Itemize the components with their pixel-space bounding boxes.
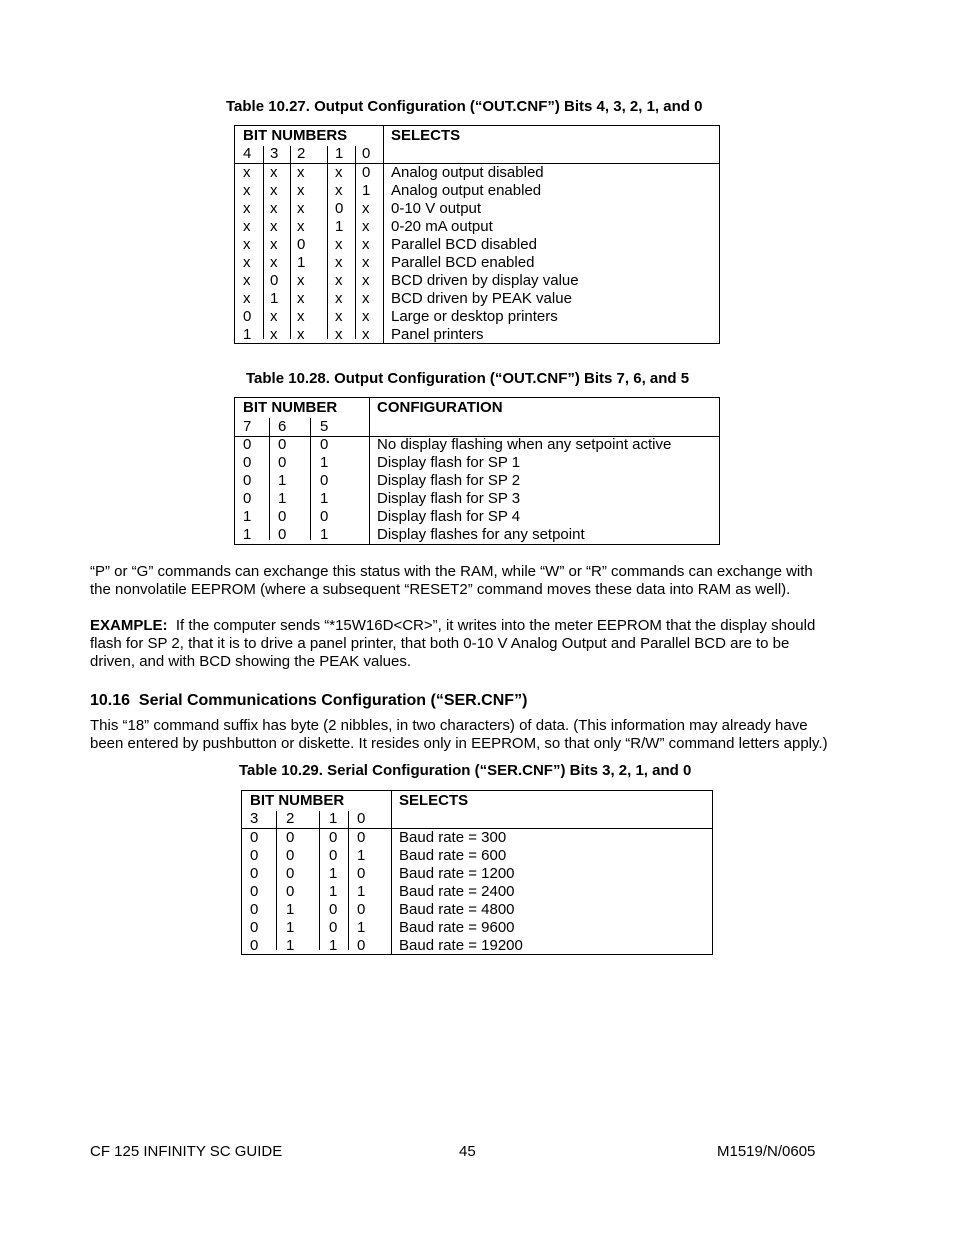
section-heading: 10.16 Serial Communications Configuration (“SER.CNF”) [90, 692, 528, 709]
bit-number-header: BIT NUMBER [250, 792, 345, 809]
table-10-27 [234, 125, 720, 344]
bit-value: 1 [320, 454, 329, 471]
bit-value: 1 [286, 901, 295, 918]
bit-value: x [297, 200, 305, 217]
table-row-description: Analog output disabled [391, 164, 544, 181]
bit-value: 0 [250, 847, 259, 864]
bit-separator [276, 811, 277, 950]
bit-value: 0 [357, 937, 366, 954]
bit-value: 1 [320, 490, 329, 507]
bit-value: 1 [357, 847, 366, 864]
bit-value: x [362, 272, 370, 289]
table-10-29 [241, 790, 713, 955]
column-divider [391, 791, 392, 954]
bit-value: x [243, 200, 251, 217]
bit-value: x [270, 182, 278, 199]
table-row-description: Display flash for SP 4 [377, 508, 521, 525]
table-row-description: No display flashing when any setpoint active [377, 436, 672, 453]
bit-value: 0 [243, 490, 252, 507]
bit-value: 1 [243, 326, 252, 343]
bit-value: 1 [270, 290, 279, 307]
bit-value: x [270, 236, 278, 253]
bit-value: x [335, 164, 343, 181]
bit-value: 0 [243, 472, 252, 489]
bit-value: x [270, 218, 278, 235]
page-number: 45 [459, 1143, 476, 1160]
selects-header: SELECTS [391, 127, 461, 144]
bit-value: x [243, 272, 251, 289]
bit-value: 0 [250, 919, 259, 936]
bit-value: 0 [278, 454, 287, 471]
bit-value: 0 [329, 847, 338, 864]
bit-value: 0 [270, 272, 279, 289]
paragraph-line: If the computer sends “*15W16D<CR>”, it writes into the meter EEPROM that the display should [167, 617, 816, 634]
table-row-description: Display flash for SP 1 [377, 454, 521, 471]
bit-value: 0 [286, 883, 295, 900]
paragraph-line: flash for SP 2, that it is to drive a panel printer, that both 0-10 V Analog Output and Parallel BCD are to be [90, 635, 790, 652]
bit-value: x [297, 218, 305, 235]
bit-value: x [335, 308, 343, 325]
bit-number-label: 4 [243, 145, 252, 162]
bit-value: 1 [329, 937, 338, 954]
bit-value: 0 [297, 236, 306, 253]
bit-value: 1 [278, 490, 287, 507]
table-10-27-caption: Table 10.27. Output Configuration (“OUT.CNF”) Bits 4, 3, 2, 1, and 0 [226, 98, 703, 115]
bit-value: x [270, 164, 278, 181]
configuration-header: CONFIGURATION [377, 399, 503, 416]
table-row-description: Baud rate = 600 [399, 847, 507, 864]
table-row-description: Large or desktop printers [391, 308, 558, 325]
bit-value: 0 [250, 883, 259, 900]
bit-value: x [335, 290, 343, 307]
bit-number-header: BIT NUMBER [243, 399, 338, 416]
bit-value: x [362, 218, 370, 235]
table-10-28-caption: Table 10.28. Output Configuration (“OUT.CNF”) Bits 7, 6, and 5 [246, 370, 690, 387]
bit-value: 0 [362, 164, 371, 181]
table-row-description: Baud rate = 1200 [399, 865, 515, 882]
table-10-28 [234, 397, 720, 545]
column-divider [383, 126, 384, 343]
bit-value: 1 [286, 937, 295, 954]
table-row-description: Display flash for SP 3 [377, 490, 521, 507]
bit-value: x [297, 308, 305, 325]
bit-value: x [362, 200, 370, 217]
footer-guide-title: CF 125 INFINITY SC GUIDE [90, 1143, 283, 1160]
bit-value: 0 [320, 436, 329, 453]
table-row-description: Baud rate = 19200 [399, 937, 523, 954]
bit-number-label: 7 [243, 418, 252, 435]
bit-value: x [270, 254, 278, 271]
example-paragraph [90, 617, 880, 671]
bit-number-label: 0 [357, 810, 366, 827]
bit-value: 0 [250, 937, 259, 954]
table-row-description: Display flash for SP 2 [377, 472, 521, 489]
table-row-description: Display flashes for any setpoint [377, 526, 585, 543]
bit-number-label: 1 [329, 810, 338, 827]
bit-number-label: 3 [270, 145, 279, 162]
bit-value: 1 [243, 508, 252, 525]
bit-value: 1 [335, 218, 344, 235]
bit-value: 0 [278, 526, 287, 543]
bit-value: x [243, 164, 251, 181]
bit-value: 1 [329, 883, 338, 900]
bit-number-label: 1 [335, 145, 344, 162]
bit-separator [310, 418, 311, 540]
bit-number-label: 3 [250, 810, 259, 827]
table-row-description: Baud rate = 9600 [399, 919, 515, 936]
bit-value: 0 [250, 865, 259, 882]
bit-value: x [362, 290, 370, 307]
bit-value: x [243, 218, 251, 235]
bit-number-label: 2 [297, 145, 306, 162]
status-exchange-paragraph [90, 563, 880, 599]
bit-value: 0 [329, 919, 338, 936]
bit-value: 1 [357, 883, 366, 900]
paragraph-line: “P” or “G” commands can exchange this status with the RAM, while “W” or “R” commands can exchange with [90, 563, 813, 580]
bit-value: x [243, 254, 251, 271]
bit-numbers-header: BIT NUMBERS [243, 127, 348, 144]
example-label: EXAMPLE: [90, 617, 168, 634]
bit-value: x [335, 182, 343, 199]
bit-value: x [243, 290, 251, 307]
bit-value: x [243, 182, 251, 199]
bit-value: x [297, 326, 305, 343]
bit-separator [348, 811, 349, 950]
column-divider [369, 398, 370, 544]
table-row-description: Analog output enabled [391, 182, 542, 199]
table-row-description: BCD driven by PEAK value [391, 290, 572, 307]
paragraph-line: the nonvolatile EEPROM (where a subsequent “RESET2” command moves these data into RAM as well). [90, 581, 791, 598]
bit-value: 1 [243, 526, 252, 543]
bit-value: 0 [243, 436, 252, 453]
table-row-description: Baud rate = 2400 [399, 883, 515, 900]
table-row-description: Baud rate = 4800 [399, 901, 515, 918]
bit-number-label: 5 [320, 418, 329, 435]
bit-number-label: 0 [362, 145, 371, 162]
table-row-description: BCD driven by display value [391, 272, 579, 289]
paragraph-line: This “18” command suffix has byte (2 nibbles, in two characters) of data. (This information may already have [90, 717, 808, 734]
bit-value: 0 [286, 829, 295, 846]
bit-value: x [335, 326, 343, 343]
bit-separator [355, 146, 356, 339]
bit-value: x [243, 236, 251, 253]
bit-value: 1 [320, 526, 329, 543]
bit-value: x [297, 272, 305, 289]
table-row-description: Parallel BCD disabled [391, 236, 537, 253]
bit-value: x [297, 164, 305, 181]
table-row-description: 0-20 mA output [391, 218, 493, 235]
bit-separator [327, 146, 328, 339]
bit-number-label: 6 [278, 418, 287, 435]
bit-value: 0 [250, 901, 259, 918]
bit-value: 0 [329, 901, 338, 918]
table-row-description: 0-10 V output [391, 200, 482, 217]
bit-number-label: 2 [286, 810, 295, 827]
bit-value: 1 [286, 919, 295, 936]
table-row-description: Panel printers [391, 326, 484, 343]
table-10-29-caption: Table 10.29. Serial Configuration (“SER.CNF”) Bits 3, 2, 1, and 0 [239, 762, 692, 779]
paragraph-line: driven, and with BCD showing the PEAK values. [90, 653, 411, 670]
bit-separator [269, 418, 270, 540]
bit-value: 0 [357, 829, 366, 846]
bit-value: 0 [357, 865, 366, 882]
document-code: M1519/N/0605 [717, 1143, 816, 1160]
bit-value: 0 [243, 454, 252, 471]
bit-value: 1 [278, 472, 287, 489]
bit-value: 0 [320, 472, 329, 489]
bit-value: x [362, 254, 370, 271]
bit-value: 0 [278, 436, 287, 453]
bit-value: x [362, 236, 370, 253]
bit-value: 0 [286, 865, 295, 882]
bit-value: x [297, 290, 305, 307]
bit-value: 0 [243, 308, 252, 325]
bit-value: 1 [297, 254, 306, 271]
bit-value: 1 [329, 865, 338, 882]
bit-value: x [270, 200, 278, 217]
bit-value: 0 [250, 829, 259, 846]
bit-value: x [335, 254, 343, 271]
bit-value: x [270, 308, 278, 325]
bit-value: 1 [362, 182, 371, 199]
bit-value: 1 [357, 919, 366, 936]
table-row-description: Baud rate = 300 [399, 829, 507, 846]
bit-value: 0 [329, 829, 338, 846]
bit-value: x [335, 236, 343, 253]
bit-value: 0 [335, 200, 344, 217]
bit-separator [290, 146, 291, 339]
bit-value: 0 [278, 508, 287, 525]
bit-value: x [270, 326, 278, 343]
paragraph-line: been entered by pushbutton or diskette. It resides only in EEPROM, so that only “R/W” command letters apply.) [90, 735, 828, 752]
bit-value: x [362, 308, 370, 325]
bit-separator [263, 146, 264, 339]
bit-value: 0 [357, 901, 366, 918]
section-paragraph [90, 717, 880, 753]
table-row-description: Parallel BCD enabled [391, 254, 535, 271]
bit-value: 0 [286, 847, 295, 864]
bit-value: 0 [320, 508, 329, 525]
bit-value: x [362, 326, 370, 343]
bit-separator [319, 811, 320, 950]
selects-header: SELECTS [399, 792, 469, 809]
bit-value: x [297, 182, 305, 199]
bit-value: x [335, 272, 343, 289]
